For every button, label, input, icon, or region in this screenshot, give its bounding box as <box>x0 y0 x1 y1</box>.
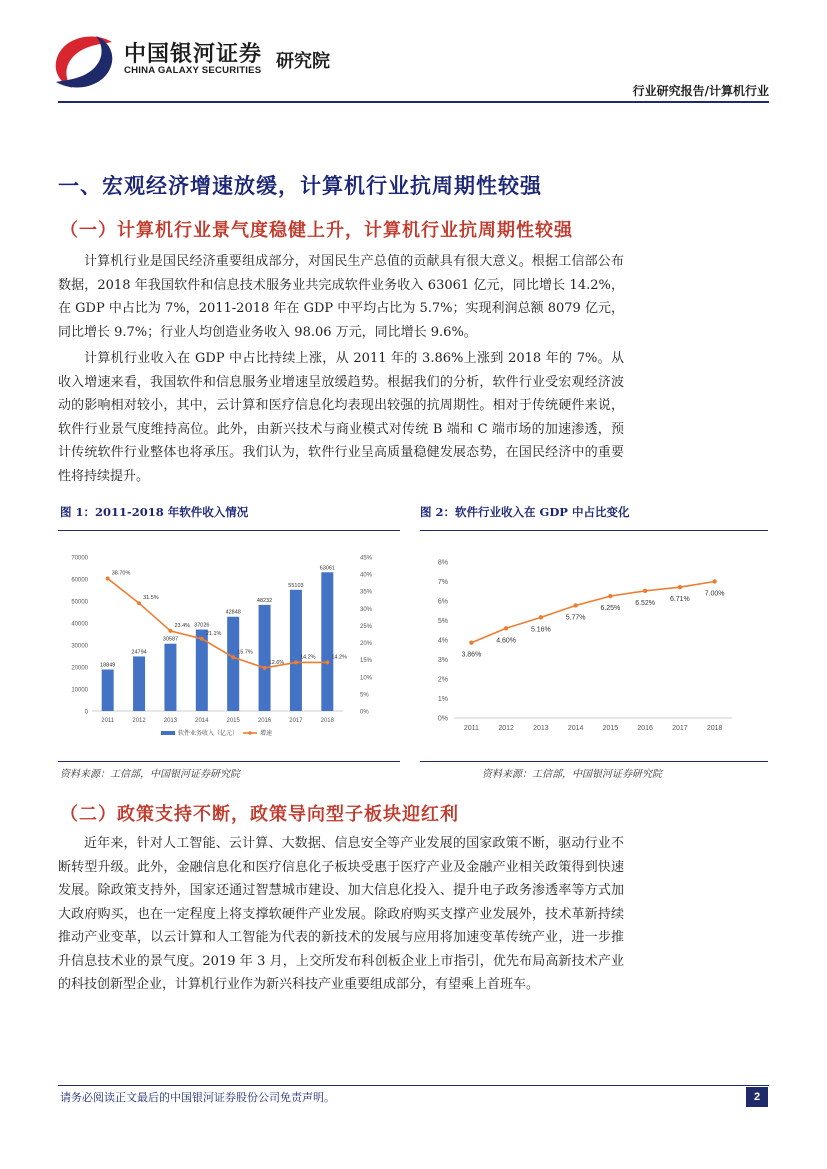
y-right-tick-label: 5% <box>360 692 369 699</box>
y-left-tick-label: 20000 <box>71 665 88 672</box>
y-right-tick-label: 10% <box>360 675 373 682</box>
y-right-tick-label: 20% <box>360 641 373 648</box>
x-tick-label: 2017 <box>289 718 303 724</box>
figure-title: 图 2：软件行业收入在 GDP 中占比变化 <box>420 505 630 519</box>
figure-divider <box>420 761 768 762</box>
x-tick-label: 2012 <box>132 718 146 724</box>
gdp-share-point <box>712 579 716 583</box>
y-right-tick-label: 0% <box>360 709 369 716</box>
bar-value-label: 48232 <box>256 597 273 604</box>
growth-value-label: 12.6% <box>268 659 285 666</box>
bar-value-label: 37026 <box>194 622 210 629</box>
gdp-share-point <box>539 615 543 619</box>
legend-swatch-revenue <box>161 731 175 735</box>
growth-point <box>325 660 329 664</box>
x-tick-label: 2014 <box>195 718 209 724</box>
x-tick-label: 2016 <box>637 725 653 732</box>
footer-divider <box>58 1085 769 1086</box>
y-tick-label: 2% <box>437 676 448 684</box>
gdp-share-label: 6.52% <box>635 599 656 607</box>
report-type-label: 行业研究报告/计算机行业 <box>632 84 769 98</box>
legend-label-growth: 增速 <box>260 731 273 737</box>
figure-divider <box>58 530 400 531</box>
gdp-share-chart <box>420 550 768 750</box>
y-tick-label: 5% <box>437 618 448 625</box>
revenue-bar <box>102 670 114 711</box>
gdp-share-point <box>643 589 647 593</box>
x-tick-label: 2015 <box>226 718 240 724</box>
revenue-bar <box>321 572 333 711</box>
x-tick-label: 2016 <box>257 718 272 724</box>
x-tick-label: 2015 <box>602 725 619 732</box>
revenue-bar <box>133 656 145 711</box>
y-tick-label: 0% <box>437 715 448 723</box>
brand-institute: 研究院 <box>276 51 330 72</box>
growth-value-label: 31.5% <box>143 595 159 602</box>
galaxy-logo-icon <box>52 34 116 90</box>
body-paragraph: 计算机行业收入在 GDP 中占比持续上涨，从 2011 年的 3.86%上涨到 2018 年的 7%。从收入增速来看，我国软件和信息服务业增速呈放缓趋势。根据我们的分析，软件行业受宏观经济波动的影响相对较小，其中，云计算和医疗信息化均表现出较强的抗周期性。相对于传统硬件来说，软件行业景气度维持高位。此外，由新兴技术与商业模式对传统 B 端和 C 端市场的加速渗透，预计传统软件行业整体也将承压。我们认为，软件行业呈高质量稳健发展态势，在国民经济中的重要性将持续提升。 <box>58 351 624 484</box>
x-tick-label: 2011 <box>101 718 115 724</box>
growth-value-label: 23.4% <box>174 622 191 629</box>
figure-source: 资料来源：工信部，中国银河证券研究院 <box>482 769 662 780</box>
y-left-tick-label: 10000 <box>71 687 88 694</box>
bar-value-label: 24794 <box>131 649 147 656</box>
growth-point <box>294 660 298 664</box>
revenue-bar <box>227 617 239 711</box>
gdp-share-label: 3.86% <box>461 651 482 659</box>
growth-point <box>231 655 235 659</box>
disclaimer-note: 请务必阅读正文最后的中国银河证券股份公司免责声明。 <box>60 1091 335 1104</box>
x-tick-label: 2011 <box>463 725 479 732</box>
header-divider <box>58 101 769 103</box>
y-right-tick-label: 35% <box>360 589 373 596</box>
revenue-bar <box>290 590 302 711</box>
y-right-tick-label: 25% <box>360 623 373 630</box>
y-left-tick-label: 40000 <box>71 621 88 628</box>
y-right-tick-label: 40% <box>360 572 373 579</box>
gdp-share-label: 5.16% <box>530 626 551 634</box>
growth-value-label: 14.2% <box>331 654 347 661</box>
gdp-share-label: 5.77% <box>565 614 586 622</box>
revenue-chart <box>58 545 400 755</box>
x-tick-label: 2014 <box>567 725 584 732</box>
gdp-share-line <box>471 582 714 643</box>
y-right-tick-label: 30% <box>360 606 373 613</box>
growth-value-label: 14.2% <box>299 654 316 661</box>
y-left-tick-label: 60000 <box>71 577 88 584</box>
gdp-share-label: 6.25% <box>600 605 621 613</box>
y-tick-label: 7% <box>437 579 448 586</box>
gdp-share-label: 7.00% <box>704 590 725 598</box>
gdp-share-label: 6.71% <box>669 596 690 604</box>
legend-marker-growth <box>248 731 252 735</box>
legend-label-revenue: 软件业务收入（亿元） <box>178 731 239 737</box>
figure-source: 资料来源：工信部，中国银河证券研究院 <box>60 769 240 780</box>
body-paragraph: 近年来，针对人工智能、云计算、大数据、信息安全等产业发展的国家政策不断，驱动行业不断转型升级。此外，金融信息化和医疗信息化子板块受惠于医疗产业及金融产业相关政策得到快速发展。除政策支持外，国家还通过智慧城市建设、加大信息化投入、提升电子政务渗透率等方式加大政府购买，也在一定程度上将支撑软硬件产业发展。除政府购买支撑产业发展外，技术革新持续推动产业变革，以云计算和人工智能为代表的新技术的发展与应用将加速变革传统产业，进一步推升信息技术业的景气度。2019 年 3 月，上交所发布科创板企业上市指引，优先布局高新技术产业的科技创新型企业，计算机行业作为新兴科技产业重要组成部分，有望乘上首班车。 <box>58 836 624 992</box>
y-tick-label: 3% <box>437 657 448 664</box>
x-tick-label: 2017 <box>672 725 688 732</box>
x-tick-label: 2012 <box>498 725 514 732</box>
x-tick-label: 2018 <box>320 718 334 724</box>
growth-value-label: 15.7% <box>237 649 253 656</box>
bar-value-label: 42848 <box>225 609 241 616</box>
x-tick-label: 2013 <box>163 718 178 724</box>
growth-point <box>263 666 267 670</box>
bar-value-label: 30587 <box>162 636 179 643</box>
gdp-share-point <box>608 594 612 598</box>
brand-name-en: CHINA GALAXY SECURITIES <box>124 65 262 76</box>
figure-divider <box>420 530 768 531</box>
brand-name-cn: 中国银河证券 <box>124 42 263 67</box>
bar-value-label: 55103 <box>288 582 304 589</box>
y-right-tick-label: 45% <box>360 555 373 562</box>
y-tick-label: 4% <box>437 637 448 645</box>
growth-point <box>168 629 172 633</box>
figure-divider <box>58 761 400 762</box>
section-heading: 一、宏观经济增速放缓，计算机行业抗周期性较强 <box>58 174 542 198</box>
y-tick-label: 6% <box>437 598 448 606</box>
gdp-share-point <box>573 603 577 607</box>
growth-value-label: 21.1% <box>205 630 222 637</box>
bar-value-label: 18849 <box>100 662 116 669</box>
growth-value-label: 38.70% <box>111 570 131 577</box>
subsection-heading: （一）计算机行业景气度稳健上升，计算机行业抗周期性较强 <box>60 220 573 241</box>
growth-point <box>106 577 110 581</box>
growth-point <box>200 637 204 641</box>
page-number: 2 <box>746 1087 768 1107</box>
y-left-tick-label: 30000 <box>71 643 88 650</box>
growth-point <box>137 601 141 605</box>
gdp-share-point <box>678 585 682 589</box>
gdp-share-point <box>504 626 508 630</box>
y-left-tick-label: 50000 <box>71 599 88 606</box>
y-right-tick-label: 15% <box>360 658 373 665</box>
x-tick-label: 2018 <box>706 725 723 732</box>
revenue-bar <box>164 644 176 711</box>
bar-value-label: 63061 <box>319 565 335 572</box>
gdp-share-label: 4.60% <box>496 637 517 645</box>
figure-title: 图 1：2011-2018 年软件收入情况 <box>60 505 249 519</box>
x-tick-label: 2013 <box>533 725 549 732</box>
y-tick-label: 1% <box>437 696 448 703</box>
subsection-heading: （二）政策支持不断，政策导向型子板块迎红利 <box>60 804 459 825</box>
y-tick-label: 8% <box>437 559 448 567</box>
y-left-tick-label: 0 <box>84 709 88 716</box>
revenue-bar <box>259 605 271 711</box>
gdp-share-point <box>469 641 473 645</box>
body-paragraph: 计算机行业是国民经济重要组成部分，对国民生产总值的贡献具有很大意义。根据工信部公布数据，2018 年我国软件和信息技术服务业共完成软件业务收入 63061 亿元，同比增长 14.2%，在 GDP 中占比为 7%，2011-2018 年在 GDP 中平均占比为 5.7%；实现利润总额 8079 亿元，同比增长 9.7%；行业人均创造业务收入 98.06 万元，同比增长 9.6%。 <box>58 254 624 340</box>
y-left-tick-label: 70000 <box>71 555 88 562</box>
